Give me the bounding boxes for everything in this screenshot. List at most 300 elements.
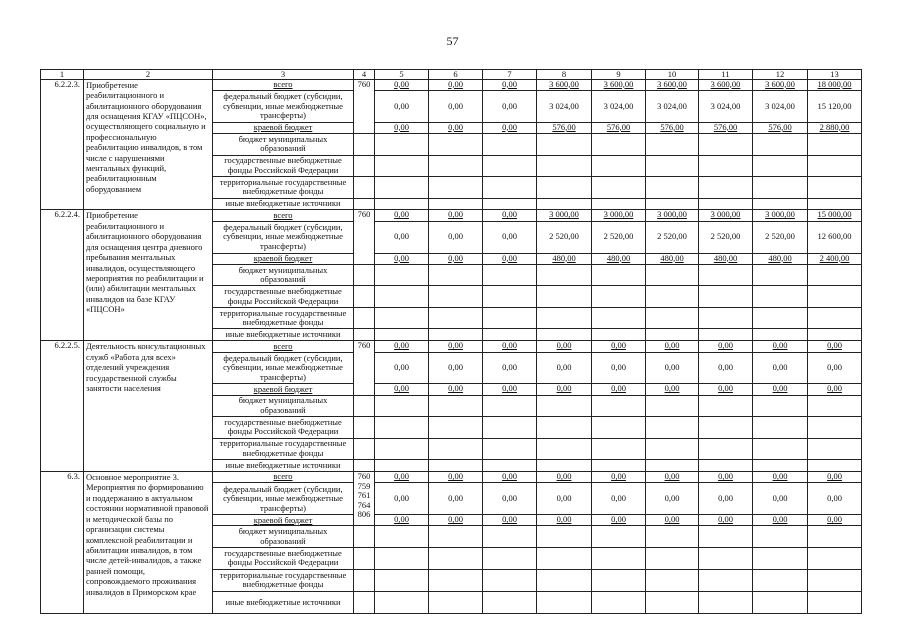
value-cell: 3 600,00 — [753, 79, 808, 90]
empty-cell — [354, 307, 375, 329]
header-cell: 8 — [537, 70, 592, 80]
empty-cell — [375, 526, 429, 548]
empty-cell — [375, 417, 429, 439]
value-cell: 2 520,00 — [699, 221, 753, 253]
value-cell: 0,00 — [429, 515, 483, 526]
empty-cell — [592, 460, 646, 472]
empty-cell — [537, 395, 592, 417]
value-cell: 576,00 — [699, 122, 753, 133]
funding-source: иные внебюджетные источники — [213, 198, 354, 210]
empty-cell — [808, 438, 862, 460]
value-cell: 0,00 — [699, 515, 753, 526]
empty-cell — [429, 134, 483, 156]
table-row — [41, 472, 862, 483]
value-cell: 480,00 — [646, 253, 699, 264]
empty-cell — [699, 264, 753, 286]
value-cell: 3 024,00 — [699, 90, 753, 122]
value-cell: 480,00 — [699, 253, 753, 264]
funding-source: федеральный бюджет (субсидии, субвенции, иные межбюджетные трансферты) — [213, 483, 354, 515]
code-cell: 760 — [354, 79, 375, 133]
item-name: Приобретение реабилитационного и абилитационного оборудования для оснащения КГАУ «ПЦСОН», осуществляющего социальную и профессиональную реабилитацию инвалидов, в том числе с нарушениями ментальных функций, реабилитационным оборудованием — [84, 79, 213, 210]
empty-cell — [592, 134, 646, 156]
funding-source: государственные внебюджетные фонды Российской Федерации — [213, 547, 354, 569]
empty-cell — [483, 307, 537, 329]
empty-cell — [592, 547, 646, 569]
funding-source: государственные внебюджетные фонды Российской Федерации — [213, 286, 354, 308]
value-cell: 0,00 — [375, 253, 429, 264]
empty-cell — [808, 307, 862, 329]
empty-cell — [592, 438, 646, 460]
empty-cell — [537, 155, 592, 177]
empty-cell — [429, 177, 483, 199]
code-cell: 760 — [354, 341, 375, 395]
value-cell: 0,00 — [375, 79, 429, 90]
empty-cell — [354, 155, 375, 177]
empty-cell — [375, 177, 429, 199]
empty-cell — [537, 526, 592, 548]
empty-cell — [646, 592, 699, 614]
value-cell: 0,00 — [375, 384, 429, 395]
empty-cell — [592, 329, 646, 341]
value-cell: 0,00 — [537, 483, 592, 515]
empty-cell — [808, 395, 862, 417]
value-cell: 0,00 — [483, 90, 537, 122]
empty-cell — [699, 307, 753, 329]
empty-cell — [483, 547, 537, 569]
value-cell: 0,00 — [753, 341, 808, 352]
empty-cell — [375, 569, 429, 592]
empty-cell — [483, 569, 537, 592]
empty-cell — [537, 264, 592, 286]
value-cell: 576,00 — [753, 122, 808, 133]
empty-cell — [592, 526, 646, 548]
value-cell: 0,00 — [537, 341, 592, 352]
value-cell: 3 600,00 — [699, 79, 753, 90]
funding-source: всего — [213, 210, 354, 221]
empty-cell — [699, 547, 753, 569]
empty-cell — [483, 592, 537, 614]
value-cell: 0,00 — [429, 384, 483, 395]
empty-cell — [808, 134, 862, 156]
funding-source: иные внебюджетные источники — [213, 329, 354, 341]
item-name: Приобретение реабилитационного и абилитационного оборудования для оснащения центра дневного пребывания ментальных инвалидов, осуществляющего мероприятия по реабилитации и (или) абилитации ментальных инвалидов на базе КГАУ «ПЦСОН» — [84, 210, 213, 341]
empty-cell — [375, 438, 429, 460]
item-code: 6.3. — [41, 472, 84, 614]
item-code: 6.2.2.3. — [41, 79, 84, 210]
empty-cell — [483, 155, 537, 177]
empty-cell — [753, 547, 808, 569]
header-row — [41, 70, 862, 80]
header-cell: 2 — [84, 70, 213, 80]
empty-cell — [753, 526, 808, 548]
header-cell: 9 — [592, 70, 646, 80]
empty-cell — [699, 286, 753, 308]
empty-cell — [592, 286, 646, 308]
empty-cell — [483, 134, 537, 156]
funding-source: государственные внебюджетные фонды Российской Федерации — [213, 155, 354, 177]
budget-table — [40, 69, 862, 614]
empty-cell — [592, 395, 646, 417]
empty-cell — [375, 286, 429, 308]
value-cell: 0,00 — [429, 90, 483, 122]
empty-cell — [592, 307, 646, 329]
value-cell: 2 880,00 — [808, 122, 862, 133]
empty-cell — [354, 134, 375, 156]
empty-cell — [646, 438, 699, 460]
empty-cell — [808, 592, 862, 614]
empty-cell — [354, 286, 375, 308]
empty-cell — [592, 198, 646, 210]
empty-cell — [753, 307, 808, 329]
empty-cell — [646, 177, 699, 199]
funding-source: краевой бюджет — [213, 253, 354, 264]
empty-cell — [699, 155, 753, 177]
empty-cell — [429, 307, 483, 329]
funding-source: всего — [213, 79, 354, 90]
value-cell: 0,00 — [646, 483, 699, 515]
empty-cell — [537, 286, 592, 308]
value-cell: 0,00 — [592, 472, 646, 483]
value-cell: 0,00 — [646, 472, 699, 483]
empty-cell — [483, 526, 537, 548]
value-cell: 3 000,00 — [537, 210, 592, 221]
value-cell: 0,00 — [537, 515, 592, 526]
value-cell: 0,00 — [699, 352, 753, 384]
header-cell: 1 — [41, 70, 84, 80]
code-cell: 760 759 761 764 806 — [354, 472, 375, 526]
funding-source: всего — [213, 341, 354, 352]
empty-cell — [375, 264, 429, 286]
header-cell: 6 — [429, 70, 483, 80]
empty-cell — [699, 329, 753, 341]
value-cell: 3 600,00 — [646, 79, 699, 90]
value-cell: 0,00 — [483, 253, 537, 264]
value-cell: 0,00 — [375, 341, 429, 352]
code-cell: 760 — [354, 210, 375, 264]
empty-cell — [646, 264, 699, 286]
value-cell: 0,00 — [375, 472, 429, 483]
empty-cell — [429, 395, 483, 417]
empty-cell — [483, 286, 537, 308]
value-cell: 3 600,00 — [592, 79, 646, 90]
empty-cell — [354, 264, 375, 286]
value-cell: 0,00 — [375, 122, 429, 133]
empty-cell — [753, 134, 808, 156]
funding-source: территориальные государственные внебюджетные фонды — [213, 177, 354, 199]
empty-cell — [429, 569, 483, 592]
value-cell: 0,00 — [483, 122, 537, 133]
value-cell: 0,00 — [429, 79, 483, 90]
value-cell: 0,00 — [699, 483, 753, 515]
empty-cell — [537, 569, 592, 592]
funding-source: федеральный бюджет (субсидии, субвенции, иные межбюджетные трансферты) — [213, 352, 354, 384]
value-cell: 0,00 — [483, 341, 537, 352]
empty-cell — [537, 198, 592, 210]
empty-cell — [483, 417, 537, 439]
empty-cell — [375, 134, 429, 156]
value-cell: 0,00 — [646, 384, 699, 395]
value-cell: 0,00 — [808, 341, 862, 352]
header-cell: 13 — [808, 70, 862, 80]
value-cell: 0,00 — [808, 472, 862, 483]
empty-cell — [429, 547, 483, 569]
empty-cell — [699, 177, 753, 199]
empty-cell — [429, 526, 483, 548]
empty-cell — [699, 134, 753, 156]
value-cell: 2 520,00 — [753, 221, 808, 253]
value-cell: 0,00 — [646, 341, 699, 352]
empty-cell — [646, 329, 699, 341]
empty-cell — [354, 460, 375, 472]
empty-cell — [354, 198, 375, 210]
empty-cell — [753, 438, 808, 460]
funding-source: иные внебюджетные источники — [213, 592, 354, 614]
value-cell: 0,00 — [429, 210, 483, 221]
empty-cell — [375, 592, 429, 614]
value-cell: 0,00 — [808, 483, 862, 515]
value-cell: 0,00 — [808, 352, 862, 384]
funding-source: федеральный бюджет (субсидии, субвенции, иные межбюджетные трансферты) — [213, 221, 354, 253]
value-cell: 0,00 — [646, 515, 699, 526]
empty-cell — [646, 198, 699, 210]
funding-source: бюджет муниципальных образований — [213, 526, 354, 548]
value-cell: 0,00 — [375, 210, 429, 221]
value-cell: 480,00 — [753, 253, 808, 264]
empty-cell — [753, 329, 808, 341]
item-name: Основное мероприятие 3. Мероприятия по формированию и поддержанию в актуальном состоянии нормативной правовой и методической базы по организации системы комплексной реабилитации и абилитации инвалидов, в том числе детей-инвалидов, а также ранней помощи, сопровождаемого проживания инвалидов в Приморском крае — [84, 472, 213, 614]
empty-cell — [375, 460, 429, 472]
value-cell: 3 000,00 — [646, 210, 699, 221]
value-cell: 15 000,00 — [808, 210, 862, 221]
empty-cell — [354, 569, 375, 592]
table-row — [41, 79, 862, 90]
empty-cell — [699, 592, 753, 614]
value-cell: 0,00 — [699, 472, 753, 483]
empty-cell — [537, 547, 592, 569]
empty-cell — [646, 547, 699, 569]
empty-cell — [808, 264, 862, 286]
empty-cell — [808, 198, 862, 210]
value-cell: 0,00 — [429, 253, 483, 264]
funding-source: всего — [213, 472, 354, 483]
empty-cell — [483, 264, 537, 286]
empty-cell — [699, 395, 753, 417]
value-cell: 3 024,00 — [537, 90, 592, 122]
value-cell: 3 000,00 — [699, 210, 753, 221]
empty-cell — [354, 438, 375, 460]
empty-cell — [646, 569, 699, 592]
funding-source: государственные внебюджетные фонды Российской Федерации — [213, 417, 354, 439]
empty-cell — [537, 460, 592, 472]
value-cell: 3 000,00 — [753, 210, 808, 221]
value-cell: 0,00 — [753, 472, 808, 483]
empty-cell — [483, 329, 537, 341]
value-cell: 0,00 — [592, 341, 646, 352]
empty-cell — [592, 264, 646, 286]
empty-cell — [483, 460, 537, 472]
empty-cell — [537, 177, 592, 199]
value-cell: 0,00 — [537, 352, 592, 384]
empty-cell — [375, 395, 429, 417]
empty-cell — [429, 155, 483, 177]
empty-cell — [429, 286, 483, 308]
empty-cell — [646, 286, 699, 308]
value-cell: 2 520,00 — [537, 221, 592, 253]
value-cell: 576,00 — [592, 122, 646, 133]
value-cell: 576,00 — [646, 122, 699, 133]
header-cell: 7 — [483, 70, 537, 80]
value-cell: 0,00 — [537, 384, 592, 395]
empty-cell — [537, 438, 592, 460]
empty-cell — [699, 417, 753, 439]
funding-source: краевой бюджет — [213, 515, 354, 526]
empty-cell — [429, 438, 483, 460]
empty-cell — [753, 198, 808, 210]
value-cell: 0,00 — [699, 341, 753, 352]
empty-cell — [592, 155, 646, 177]
funding-source: бюджет муниципальных образований — [213, 264, 354, 286]
empty-cell — [753, 395, 808, 417]
empty-cell — [753, 155, 808, 177]
value-cell: 0,00 — [375, 352, 429, 384]
value-cell: 0,00 — [699, 384, 753, 395]
empty-cell — [646, 155, 699, 177]
empty-cell — [699, 569, 753, 592]
empty-cell — [354, 177, 375, 199]
value-cell: 18 000,00 — [808, 79, 862, 90]
empty-cell — [808, 460, 862, 472]
value-cell: 0,00 — [753, 483, 808, 515]
empty-cell — [483, 395, 537, 417]
value-cell: 0,00 — [429, 472, 483, 483]
funding-source: федеральный бюджет (субсидии, субвенции, иные межбюджетные трансферты) — [213, 90, 354, 122]
empty-cell — [537, 329, 592, 341]
header-cell: 12 — [753, 70, 808, 80]
empty-cell — [537, 417, 592, 439]
value-cell: 2 400,00 — [808, 253, 862, 264]
value-cell: 0,00 — [483, 483, 537, 515]
value-cell: 480,00 — [592, 253, 646, 264]
value-cell: 3 024,00 — [753, 90, 808, 122]
empty-cell — [483, 198, 537, 210]
value-cell: 3 024,00 — [646, 90, 699, 122]
funding-source: краевой бюджет — [213, 384, 354, 395]
value-cell: 0,00 — [429, 221, 483, 253]
empty-cell — [753, 286, 808, 308]
value-cell: 0,00 — [375, 90, 429, 122]
header-cell: 3 — [213, 70, 354, 80]
value-cell: 480,00 — [537, 253, 592, 264]
empty-cell — [429, 417, 483, 439]
value-cell: 0,00 — [375, 515, 429, 526]
value-cell: 0,00 — [646, 352, 699, 384]
value-cell: 0,00 — [483, 515, 537, 526]
value-cell: 0,00 — [483, 352, 537, 384]
empty-cell — [753, 569, 808, 592]
funding-source: иные внебюджетные источники — [213, 460, 354, 472]
funding-source: бюджет муниципальных образований — [213, 134, 354, 156]
empty-cell — [429, 198, 483, 210]
header-cell: 11 — [699, 70, 753, 80]
value-cell: 0,00 — [753, 515, 808, 526]
value-cell: 0,00 — [429, 352, 483, 384]
empty-cell — [429, 592, 483, 614]
empty-cell — [354, 592, 375, 614]
value-cell: 0,00 — [483, 384, 537, 395]
empty-cell — [592, 177, 646, 199]
empty-cell — [354, 417, 375, 439]
value-cell: 0,00 — [753, 352, 808, 384]
funding-source: краевой бюджет — [213, 122, 354, 133]
value-cell: 3 024,00 — [592, 90, 646, 122]
empty-cell — [375, 547, 429, 569]
empty-cell — [808, 569, 862, 592]
value-cell: 0,00 — [592, 483, 646, 515]
value-cell: 0,00 — [375, 221, 429, 253]
value-cell: 12 600,00 — [808, 221, 862, 253]
item-name: Деятельность консультационных служб «Работа для всех» отделений учреждения государственной службы занятости населения — [84, 341, 213, 472]
value-cell: 0,00 — [808, 384, 862, 395]
empty-cell — [537, 592, 592, 614]
empty-cell — [375, 307, 429, 329]
empty-cell — [375, 329, 429, 341]
value-cell: 15 120,00 — [808, 90, 862, 122]
empty-cell — [808, 417, 862, 439]
value-cell: 0,00 — [429, 483, 483, 515]
empty-cell — [537, 134, 592, 156]
empty-cell — [429, 329, 483, 341]
value-cell: 0,00 — [537, 472, 592, 483]
empty-cell — [429, 264, 483, 286]
value-cell: 0,00 — [483, 221, 537, 253]
empty-cell — [592, 417, 646, 439]
empty-cell — [808, 547, 862, 569]
table-row — [41, 341, 862, 352]
empty-cell — [592, 592, 646, 614]
value-cell: 0,00 — [808, 515, 862, 526]
empty-cell — [753, 417, 808, 439]
funding-source: территориальные государственные внебюджетные фонды — [213, 569, 354, 592]
empty-cell — [699, 526, 753, 548]
empty-cell — [808, 329, 862, 341]
value-cell: 3 000,00 — [592, 210, 646, 221]
empty-cell — [483, 177, 537, 199]
empty-cell — [375, 198, 429, 210]
value-cell: 0,00 — [483, 210, 537, 221]
empty-cell — [429, 460, 483, 472]
empty-cell — [699, 438, 753, 460]
value-cell: 0,00 — [592, 515, 646, 526]
header-cell: 10 — [646, 70, 699, 80]
empty-cell — [808, 177, 862, 199]
value-cell: 0,00 — [592, 352, 646, 384]
value-cell: 0,00 — [483, 472, 537, 483]
empty-cell — [753, 264, 808, 286]
empty-cell — [483, 438, 537, 460]
empty-cell — [699, 460, 753, 472]
empty-cell — [375, 155, 429, 177]
empty-cell — [753, 592, 808, 614]
value-cell: 3 600,00 — [537, 79, 592, 90]
value-cell: 0,00 — [375, 483, 429, 515]
empty-cell — [354, 526, 375, 548]
value-cell: 0,00 — [592, 384, 646, 395]
empty-cell — [753, 177, 808, 199]
table-row — [41, 210, 862, 221]
header-cell: 5 — [375, 70, 429, 80]
empty-cell — [646, 307, 699, 329]
empty-cell — [808, 286, 862, 308]
